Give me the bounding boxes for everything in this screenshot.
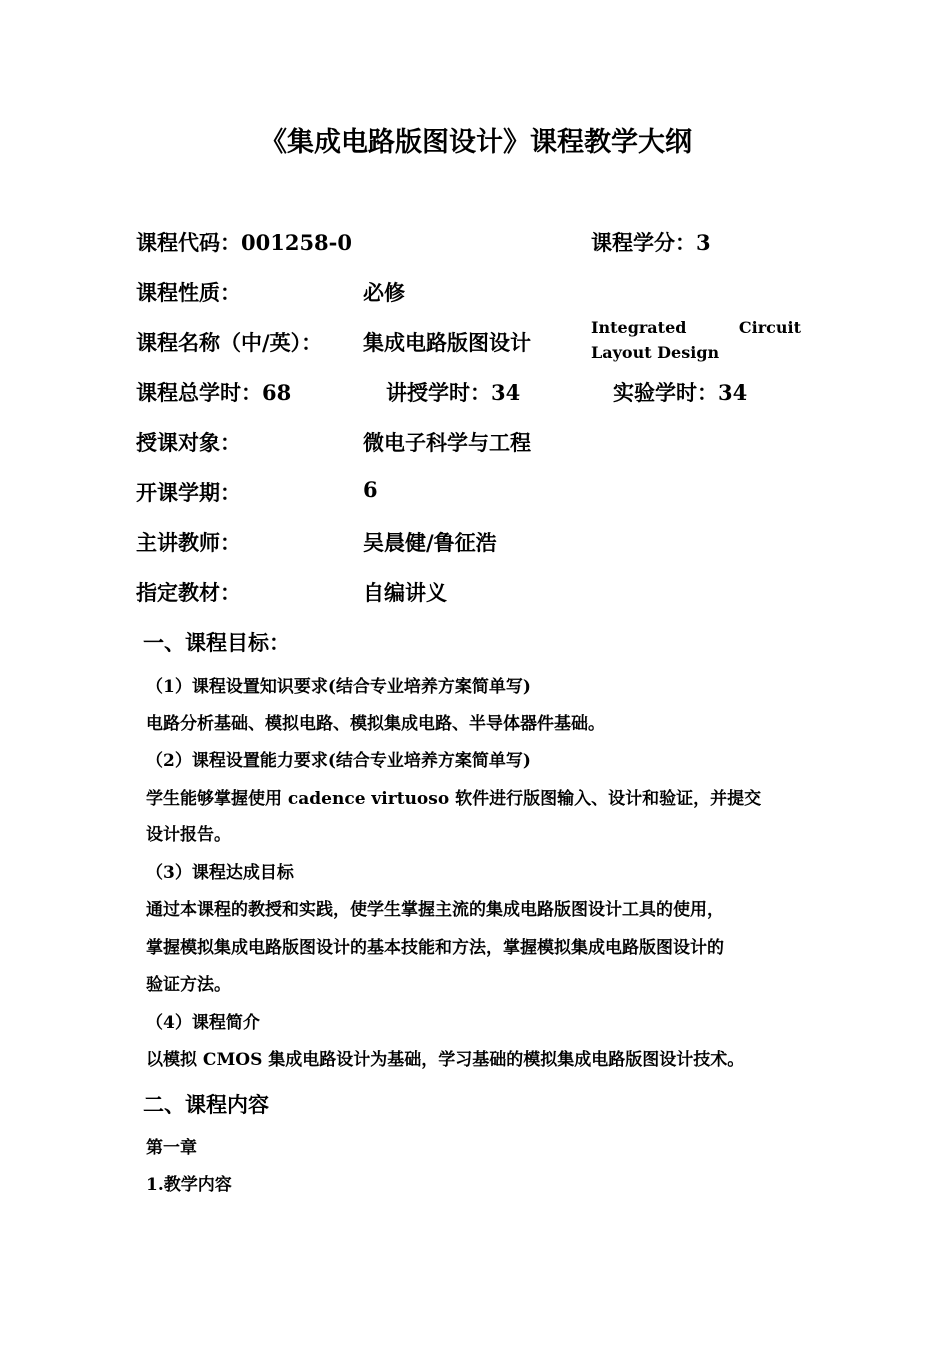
section1-para1: 电路分析基础、模拟电路、模拟集成电路、半导体器件基础。 <box>146 714 605 734</box>
audience-value: 微电子科学与工程 <box>363 430 531 455</box>
section1-sub1: （1）课程设置知识要求(结合专业培养方案简单写) <box>146 677 531 697</box>
course-name-en-word-circuit: Circuit <box>738 318 801 337</box>
section1-para3-line3: 验证方法。 <box>146 975 231 995</box>
textbook-label: 指定教材： <box>136 580 241 605</box>
section1-para3-line2: 掌握模拟集成电路版图设计的基本技能和方法，掌握模拟集成电路版图设计的 <box>146 938 724 958</box>
course-name-label: 课程名称（中/英）： <box>136 330 323 355</box>
course-name-cn: 集成电路版图设计 <box>363 330 531 355</box>
textbook-value: 自编讲义 <box>363 580 447 605</box>
course-name-en-line1 <box>591 315 801 340</box>
document-title: 《集成电路版图设计》课程教学大纲 <box>260 127 692 158</box>
course-code: 课程代码：001258-0 <box>136 230 352 255</box>
section1-para3-line1: 通过本课程的教授和实践，使学生掌握主流的集成电路版图设计工具的使用， <box>146 900 724 920</box>
course-name-en-line2: Layout Design <box>591 343 720 362</box>
teacher-value: 吴晨健/鲁征浩 <box>363 530 497 555</box>
section2-item: 1.教学内容 <box>146 1175 232 1195</box>
term-value: 6 <box>363 477 378 502</box>
audience-label: 授课对象： <box>136 430 241 455</box>
section1-sub3: （3）课程达成目标 <box>146 863 294 883</box>
section1-sub4: （4）课程简介 <box>146 1013 260 1033</box>
course-name-en <box>591 315 801 365</box>
section1-sub2: （2）课程设置能力要求(结合专业培养方案简单写) <box>146 751 531 771</box>
course-credit: 课程学分：3 <box>591 230 711 255</box>
section2-chapter: 第一章 <box>146 1138 197 1158</box>
term-label: 开课学期： <box>136 480 241 505</box>
teacher-label: 主讲教师： <box>136 530 241 555</box>
course-name-en-word-integrated: Integrated <box>591 318 687 337</box>
course-nature-value: 必修 <box>363 280 405 305</box>
section1-para2-line1: 学生能够掌握使用 cadence virtuoso 软件进行版图输入、设计和验证，并提交 <box>146 789 762 809</box>
lecture-hours: 讲授学时：34 <box>386 380 521 405</box>
section1-para2-line2: 设计报告。 <box>146 825 231 845</box>
total-hours: 课程总学时：68 <box>136 380 292 405</box>
section1-para4: 以模拟 CMOS 集成电路设计为基础，学习基础的模拟集成电路版图设计技术。 <box>146 1050 745 1070</box>
course-nature-label: 课程性质： <box>136 280 241 305</box>
section2-heading: 二、课程内容 <box>143 1093 269 1117</box>
section1-heading: 一、课程目标： <box>143 631 290 655</box>
lab-hours: 实验学时：34 <box>613 380 748 405</box>
